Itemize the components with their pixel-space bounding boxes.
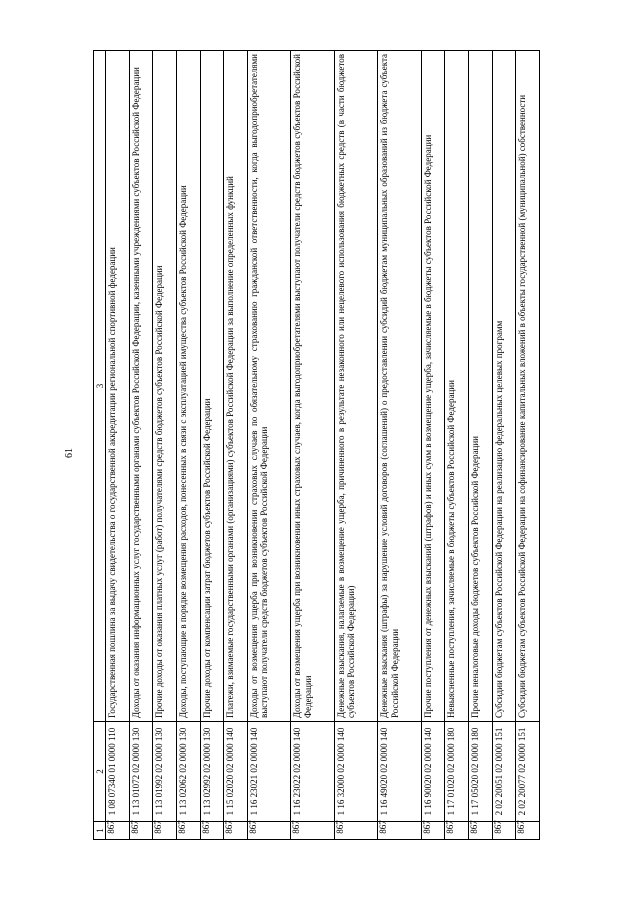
budget-code-cell: 1 16 90020 02 0000 140: [421, 722, 445, 822]
income-description-cell: Государственная пошлина за выдачу свидетельства о государственной аккредитации региональной спортивной федерации: [106, 51, 130, 722]
income-description-cell: Платежи, взимаемые государственными органами (организациями) субъектов Российской Федерации за выполнение определенных функций: [224, 51, 248, 722]
income-description-cell: Денежные взыскания (штрафы) за нарушение условий договоров (соглашений) о предоставлении субсидий бюджетам муниципальных образований из бюджета субъекта Российской Федерации: [378, 51, 421, 722]
income-description-cell: Прочие неналоговые доходы бюджетов субъектов Российской Федерации: [468, 51, 492, 722]
table-row: [445, 51, 469, 840]
table-row: [421, 51, 445, 840]
admin-code-cell: 867: [129, 822, 153, 840]
header-col-3: 3: [94, 51, 106, 722]
admin-code-cell: 867: [247, 822, 290, 840]
budget-code-cell: 1 16 32000 02 0000 140: [334, 722, 377, 822]
budget-code-cell: 2 02 20077 02 0000 151: [516, 722, 540, 822]
budget-code-cell: 1 15 02020 02 0000 140: [224, 722, 248, 822]
income-description-cell: Денежные взыскания, налагаемые в возмещение ущерба, причиненного в результате незаконного или нецелевого использования бюджетных средств (в части бюджетов субъектов Российской Федерации): [334, 51, 377, 722]
income-description-cell: Доходы от возмещения ущерба при возникновении страховых случаев по обязательному страхованию гражданской ответственности, когда выгодоприобретателями выступают получатели средств бюджетов субъектов Российской Федерации: [247, 51, 290, 722]
table-row: [153, 51, 177, 840]
admin-code-cell: 867: [224, 822, 248, 840]
table-row: [129, 51, 153, 840]
page-number: 61: [64, 448, 75, 458]
budget-code-cell: 1 13 01992 02 0000 130: [153, 722, 177, 822]
admin-code-cell: 867: [516, 822, 540, 840]
table-row: [334, 51, 377, 840]
income-codes-table: [93, 50, 540, 840]
budget-code-cell: 1 08 07340 01 0000 110: [106, 722, 130, 822]
budget-code-cell: 1 17 01020 02 0000 180: [445, 722, 469, 822]
rotated-page-content: [93, 50, 540, 840]
income-description-cell: Субсидии бюджетам субъектов Российской Федерации на реализацию федеральных целевых программ: [492, 51, 516, 722]
budget-code-cell: 1 13 01072 02 0000 130: [129, 722, 153, 822]
budget-code-cell: 1 16 49020 02 0000 140: [378, 722, 421, 822]
admin-code-cell: 867: [200, 822, 224, 840]
budget-code-cell: 1 16 23021 02 0000 140: [247, 722, 290, 822]
income-description-cell: Доходы от оказания информационных услуг государственными органами субъектов Российской Федерации, казенными учреждениями субъектов Российской Федерации: [129, 51, 153, 722]
admin-code-cell: 867: [378, 822, 421, 840]
table-row: [492, 51, 516, 840]
table-row: [247, 51, 290, 840]
table-row: [291, 51, 334, 840]
table-row: [516, 51, 540, 840]
table-header-row: [94, 51, 106, 840]
table-row: [468, 51, 492, 840]
income-description-cell: Доходы, поступающие в порядке возмещения расходов, понесенных в связи с эксплуатацией имущества субъектов Российской Федерации: [176, 51, 200, 722]
admin-code-cell: 867: [291, 822, 334, 840]
admin-code-cell: 867: [334, 822, 377, 840]
budget-code-cell: 1 16 23022 02 0000 140: [291, 722, 334, 822]
table-row: [200, 51, 224, 840]
budget-code-cell: 1 13 02992 02 0000 130: [200, 722, 224, 822]
budget-code-cell: 1 13 02062 02 0000 130: [176, 722, 200, 822]
table-row: [176, 51, 200, 840]
header-col-2: 2: [94, 722, 106, 822]
admin-code-cell: 867: [421, 822, 445, 840]
admin-code-cell: 867: [445, 822, 469, 840]
income-description-cell: Прочие поступления от денежных взысканий (штрафов) и иных сумм в возмещение ущерба, зачисляемые в бюджеты субъектов Российской Федерации: [421, 51, 445, 722]
income-description-cell: Субсидии бюджетам субъектов Российской Федерации на софинансирование капитальных вложений в объекты государственной (муниципальной) собственности: [516, 51, 540, 722]
header-col-1: 1: [94, 822, 106, 840]
admin-code-cell: 867: [153, 822, 177, 840]
income-description-cell: Прочие доходы от оказания платных услуг (работ) получателями средств бюджетов субъектов Российской Федерации: [153, 51, 177, 722]
table-row: [378, 51, 421, 840]
budget-code-cell: 2 02 20051 02 0000 151: [492, 722, 516, 822]
admin-code-cell: 867: [106, 822, 130, 840]
income-description-cell: Прочие доходы от компенсации затрат бюджетов субъектов Российской Федерации: [200, 51, 224, 722]
admin-code-cell: 867: [492, 822, 516, 840]
table-row: [224, 51, 248, 840]
budget-code-cell: 1 17 05020 02 0000 180: [468, 722, 492, 822]
table-row: [106, 51, 130, 840]
admin-code-cell: 867: [468, 822, 492, 840]
admin-code-cell: 867: [176, 822, 200, 840]
income-description-cell: Невыясненные поступления, зачисляемые в бюджеты субъектов Российской Федерации: [445, 51, 469, 722]
income-description-cell: Доходы от возмещения ущерба при возникновении иных страховых случаев, когда выгодоприобретателями выступают получатели средств бюджетов субъектов Российской Федерации: [291, 51, 334, 722]
